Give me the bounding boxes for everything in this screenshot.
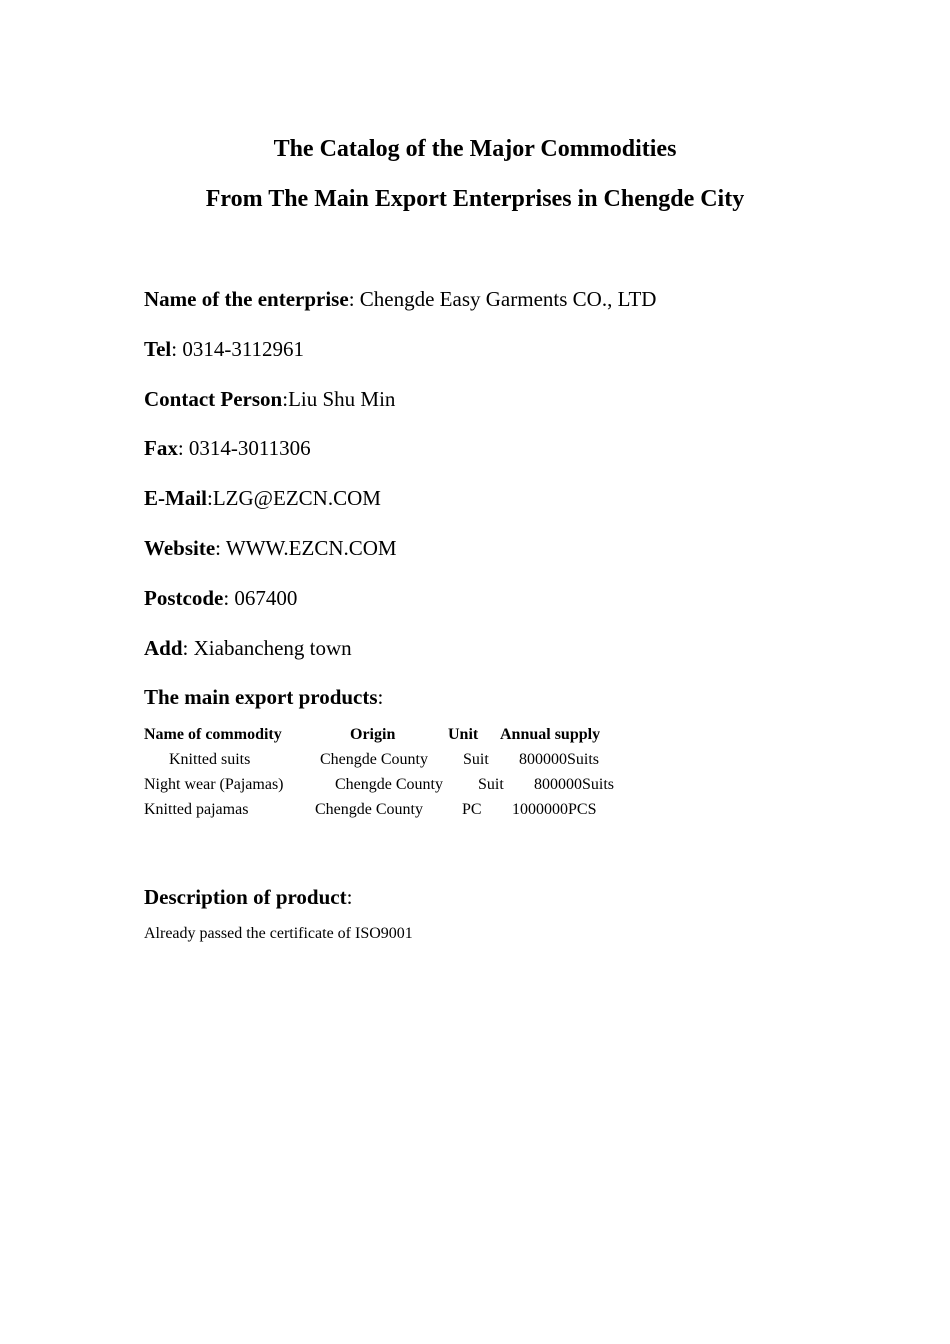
description-heading-separator: : xyxy=(346,885,353,909)
table-cell: 1000000PCS xyxy=(512,801,597,818)
products-heading-label: The main export products xyxy=(144,685,378,709)
field-postcode xyxy=(144,584,297,612)
table-header-cell: Origin xyxy=(350,726,396,743)
table-cell: Night wear (Pajamas) xyxy=(144,776,284,793)
description-heading-label: Description of product xyxy=(144,885,347,909)
field-enterprise-name xyxy=(144,285,656,313)
description-text: Already passed the certificate of ISO9001 xyxy=(144,925,413,942)
field-label: Fax xyxy=(144,436,178,460)
field-separator: : xyxy=(282,387,289,411)
table-header-cell: Unit xyxy=(448,726,479,743)
field-fax xyxy=(144,434,311,462)
description-heading xyxy=(144,883,352,911)
table-cell: Chengde County xyxy=(315,801,423,818)
field-label: Tel xyxy=(144,337,172,361)
document-title-line-2: From The Main Export Enterprises in Chengde City xyxy=(205,186,745,212)
field-label: Name of the enterprise xyxy=(144,287,349,311)
field-value: Liu Shu Min xyxy=(288,387,396,411)
field-email xyxy=(144,484,381,512)
products-heading-separator: : xyxy=(377,685,384,709)
field-separator: : xyxy=(182,636,194,660)
field-contact-person xyxy=(144,385,395,413)
document-title-line-1: The Catalog of the Major Commodities xyxy=(273,136,677,162)
field-value: Xiabancheng town xyxy=(193,636,352,660)
field-value: LZG@EZCN.COM xyxy=(212,486,381,510)
table-cell: Knitted pajamas xyxy=(144,801,249,818)
field-address xyxy=(144,634,352,662)
field-separator: : xyxy=(171,337,183,361)
field-value: 067400 xyxy=(234,586,298,610)
table-cell: Chengde County xyxy=(320,751,428,768)
table-header-cell: Name of commodity xyxy=(144,726,282,743)
table-cell: Suit xyxy=(463,751,489,768)
field-label: Add xyxy=(144,636,183,660)
field-label: Website xyxy=(144,536,216,560)
table-cell: Suit xyxy=(478,776,504,793)
field-tel xyxy=(144,335,304,363)
table-cell: Chengde County xyxy=(335,776,443,793)
field-separator: : xyxy=(177,436,189,460)
table-cell: Knitted suits xyxy=(169,751,251,768)
table-cell: 800000Suits xyxy=(519,751,600,768)
field-separator: : xyxy=(207,486,213,510)
field-separator: : xyxy=(215,536,226,560)
field-value: WWW.EZCN.COM xyxy=(225,536,397,560)
table-cell: PC xyxy=(462,801,482,818)
field-label: Postcode xyxy=(144,586,224,610)
table-cell: 800000Suits xyxy=(534,776,615,793)
products-heading xyxy=(144,683,383,711)
field-separator: : xyxy=(223,586,235,610)
field-value: 0314-3011306 xyxy=(188,436,311,460)
field-value: Chengde Easy Garments CO., LTD xyxy=(359,287,657,311)
field-separator: : xyxy=(348,287,360,311)
table-header-cell: Annual supply xyxy=(500,726,601,743)
field-website xyxy=(144,534,397,562)
field-label: Contact Person xyxy=(144,387,283,411)
field-value: 0314-3112961 xyxy=(182,337,305,361)
field-label: E-Mail xyxy=(144,486,207,510)
